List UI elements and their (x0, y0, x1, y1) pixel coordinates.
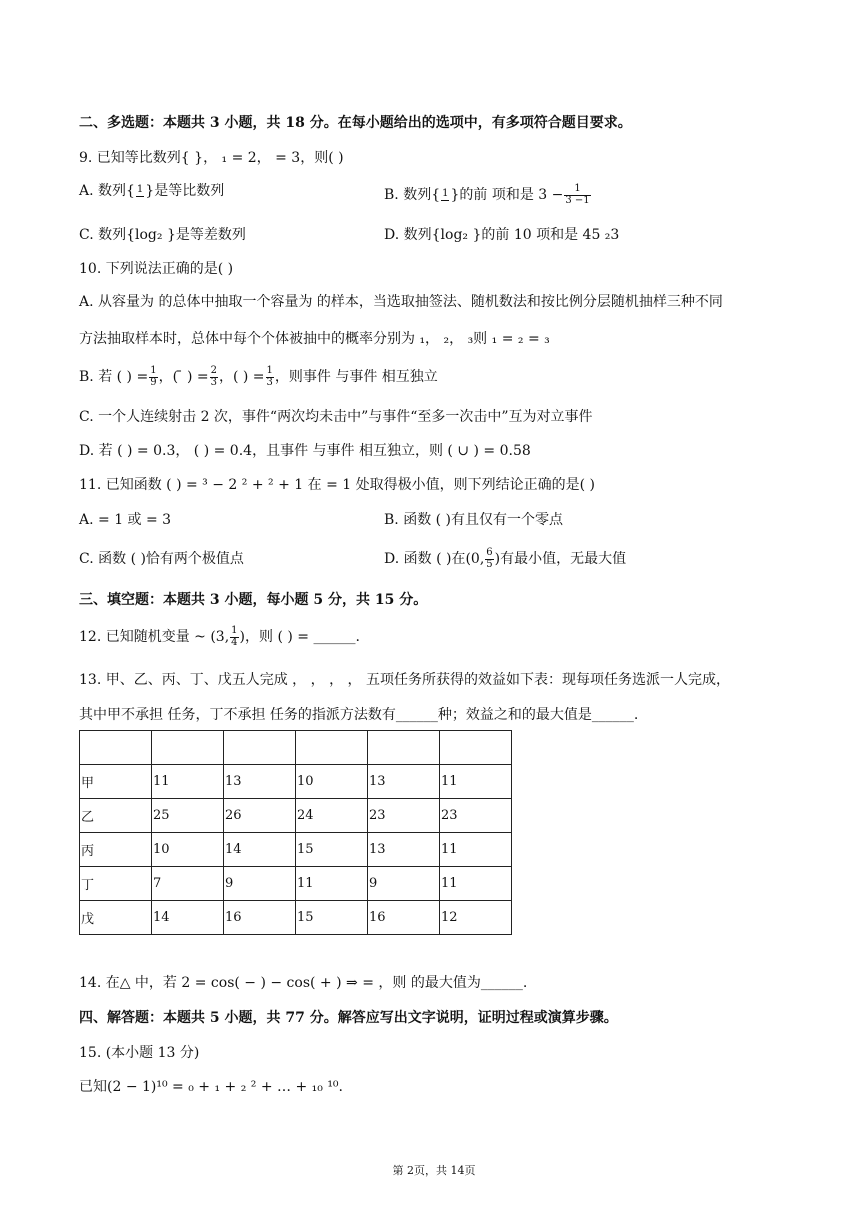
table-cell: 甲 (80, 765, 152, 799)
table-cell (80, 731, 152, 765)
question-9-stem: 9. 已知等比数列{ }， ₁ = 2， = 3，则( ) (79, 150, 344, 166)
table-cell: 13 (224, 765, 296, 799)
table-cell: 9 (368, 867, 440, 901)
table-cell (368, 731, 440, 765)
question-10-option-a-line1: A. 从容量为 的总体中抽取一个容量为 的样本，当选取抽签法、随机数法和按比例分层随机抽样三种不同 (79, 294, 723, 310)
fraction (441, 189, 449, 201)
table-cell: 11 (152, 765, 224, 799)
table-cell: 14 (224, 833, 296, 867)
table-cell: 11 (440, 833, 512, 867)
question-9-option-b (384, 184, 592, 206)
table-cell: 12 (440, 901, 512, 935)
question-10-option-b (79, 366, 438, 388)
question-11-option-b: B. 函数 ( )有且仅有一个零点 (384, 512, 564, 528)
fraction-numerator: 1 (266, 365, 273, 376)
question-10-option-d: D. 若 ( ) = 0.3， ( ) = 0.4，且事件 与事件 相互独立，则 ( ∪ ) = 0.58 (79, 443, 531, 459)
option-b-middle: ，( ) = (218, 369, 265, 385)
table-cell: 10 (152, 833, 224, 867)
table-cell: 乙 (80, 799, 152, 833)
fraction-numerator: 1 (136, 184, 144, 196)
fraction-numerator: 1 (564, 184, 590, 196)
question-11-option-c: C. 函数 ( )恰有两个极值点 (79, 551, 244, 567)
table-cell: 13 (368, 833, 440, 867)
table-cell: 16 (368, 901, 440, 935)
fraction (564, 184, 590, 206)
table-cell (296, 731, 368, 765)
table-cell: 丙 (80, 833, 152, 867)
question-10-option-a-line2: 方法抽取样本时，总体中每个个体被抽中的概率分别为 ₁， ₂， ₃则 ₁ = ₂ = ₃ (79, 331, 550, 347)
table-cell: 戊 (80, 901, 152, 935)
fraction (230, 626, 238, 648)
table-cell: 15 (296, 833, 368, 867)
option-a-prefix: A. 数列{ (79, 183, 135, 199)
question-11-option-a: A. = 1 或 = 3 (79, 512, 172, 528)
question-9-option-c: C. 数列{log₂ }是等差数列 (79, 227, 246, 243)
question-9-option-d: D. 数列{log₂ }的前 10 项和是 45 ₂3 (384, 227, 620, 243)
fraction-numerator: 2 (210, 365, 217, 376)
table-cell: 24 (296, 799, 368, 833)
fraction (210, 366, 218, 388)
question-15-body: 已知(2 − 1)¹⁰ = ₀ + ₁ + ₂ ² + … + ₁₀ ¹⁰. (79, 1079, 343, 1095)
question-12 (79, 626, 360, 648)
table-cell: 11 (296, 867, 368, 901)
option-b-prefix: B. 数列{ (384, 187, 441, 203)
fraction-numerator: 1 (231, 625, 238, 636)
fraction (266, 366, 274, 388)
table-cell: 26 (224, 799, 296, 833)
fraction-numerator: 1 (150, 365, 157, 376)
section-heading-solutions: 四、解答题：本题共 5 小题，共 77 分。解答应写出文字说明，证明过程或演算步骤。 (79, 1010, 618, 1026)
fraction-denominator: 3 −1 (565, 194, 590, 206)
fraction (485, 548, 493, 570)
table-cell: 15 (296, 901, 368, 935)
question-15-title: 15. (本小题 13 分) (79, 1045, 200, 1061)
question-13-line1: 13. 甲、乙、丙、丁、戊五人完成 ， ， ， ， 五项任务所获得的效益如下表：现每项任务选派一人完成， (79, 672, 730, 688)
fraction (136, 185, 144, 197)
option-b-prefix: B. 若 ( ) = (79, 369, 149, 385)
option-b-middle: ，( ̄ ) = (158, 369, 209, 385)
question-9-option-a (79, 184, 224, 198)
table-row (80, 867, 512, 901)
table-cell (152, 731, 224, 765)
question-10-option-c: C. 一个人连续射击 2 次，事件“两次均未击中”与事件“至多一次击中”互为对立事件 (79, 409, 593, 425)
table-cell (224, 731, 296, 765)
option-d-prefix: D. 函数 ( )在(0, (384, 551, 485, 567)
fraction-numerator: 6 (486, 547, 493, 558)
table-cell: 10 (296, 765, 368, 799)
efficiency-table (79, 730, 512, 935)
table-cell: 16 (224, 901, 296, 935)
question-13-line2: 其中甲不承担 任务，丁不承担 任务的指派方法数有______种；效益之和的最大值是______. (79, 707, 639, 723)
question-14: 14. 在△ 中，若 2 = cos( − ) − cos( + ) ⇒ = ，则 的最大值为______. (79, 975, 528, 991)
fraction-numerator: 1 (442, 188, 449, 200)
option-a-suffix: }是等比数列 (145, 183, 225, 199)
table-cell: 9 (224, 867, 296, 901)
option-d-suffix: )有最小值，无最大值 (494, 551, 627, 567)
section-heading-multiple-choice: 二、多选题：本题共 3 小题，共 18 分。在每小题给出的选项中，有多项符合题目要求。 (79, 115, 632, 131)
table-cell: 11 (440, 765, 512, 799)
fraction-denominator: 3 (266, 376, 273, 388)
question-11-option-d (384, 548, 626, 570)
table-cell: 23 (368, 799, 440, 833)
question-12-prefix: 12. 已知随机变量 ~ (3, (79, 629, 230, 645)
question-11-stem: 11. 已知函数 ( ) = ³ − 2 ² + ² + 1 在 = 1 处取得极小值，则下列结论正确的是( ) (79, 477, 595, 493)
fraction-denominator: 5 (486, 558, 493, 570)
fraction-denominator: 4 (231, 636, 238, 648)
section-heading-fill-in: 三、填空题：本题共 3 小题，每小题 5 分，共 15 分。 (79, 592, 428, 608)
table-row (80, 833, 512, 867)
table-cell: 7 (152, 867, 224, 901)
table-cell: 25 (152, 799, 224, 833)
table-row (80, 901, 512, 935)
table-cell: 11 (440, 867, 512, 901)
table-cell: 23 (440, 799, 512, 833)
table-cell (440, 731, 512, 765)
table-cell: 14 (152, 901, 224, 935)
fraction-denominator: 9 (150, 376, 157, 388)
fraction (149, 366, 157, 388)
option-b-middle: }的前 项和是 3 − (450, 187, 564, 203)
fraction-denominator: 3 (210, 376, 217, 388)
question-12-suffix: )，则 ( ) = ______. (239, 629, 360, 645)
table-cell: 丁 (80, 867, 152, 901)
table-row (80, 765, 512, 799)
page-footer: 第 2页，共 14页 (392, 1164, 476, 1177)
table-header-row (80, 731, 512, 765)
question-10-stem: 10. 下列说法正确的是( ) (79, 261, 234, 277)
table-row (80, 799, 512, 833)
table-cell: 13 (368, 765, 440, 799)
option-b-suffix: ，则事件 与事件 相互独立 (274, 369, 438, 385)
